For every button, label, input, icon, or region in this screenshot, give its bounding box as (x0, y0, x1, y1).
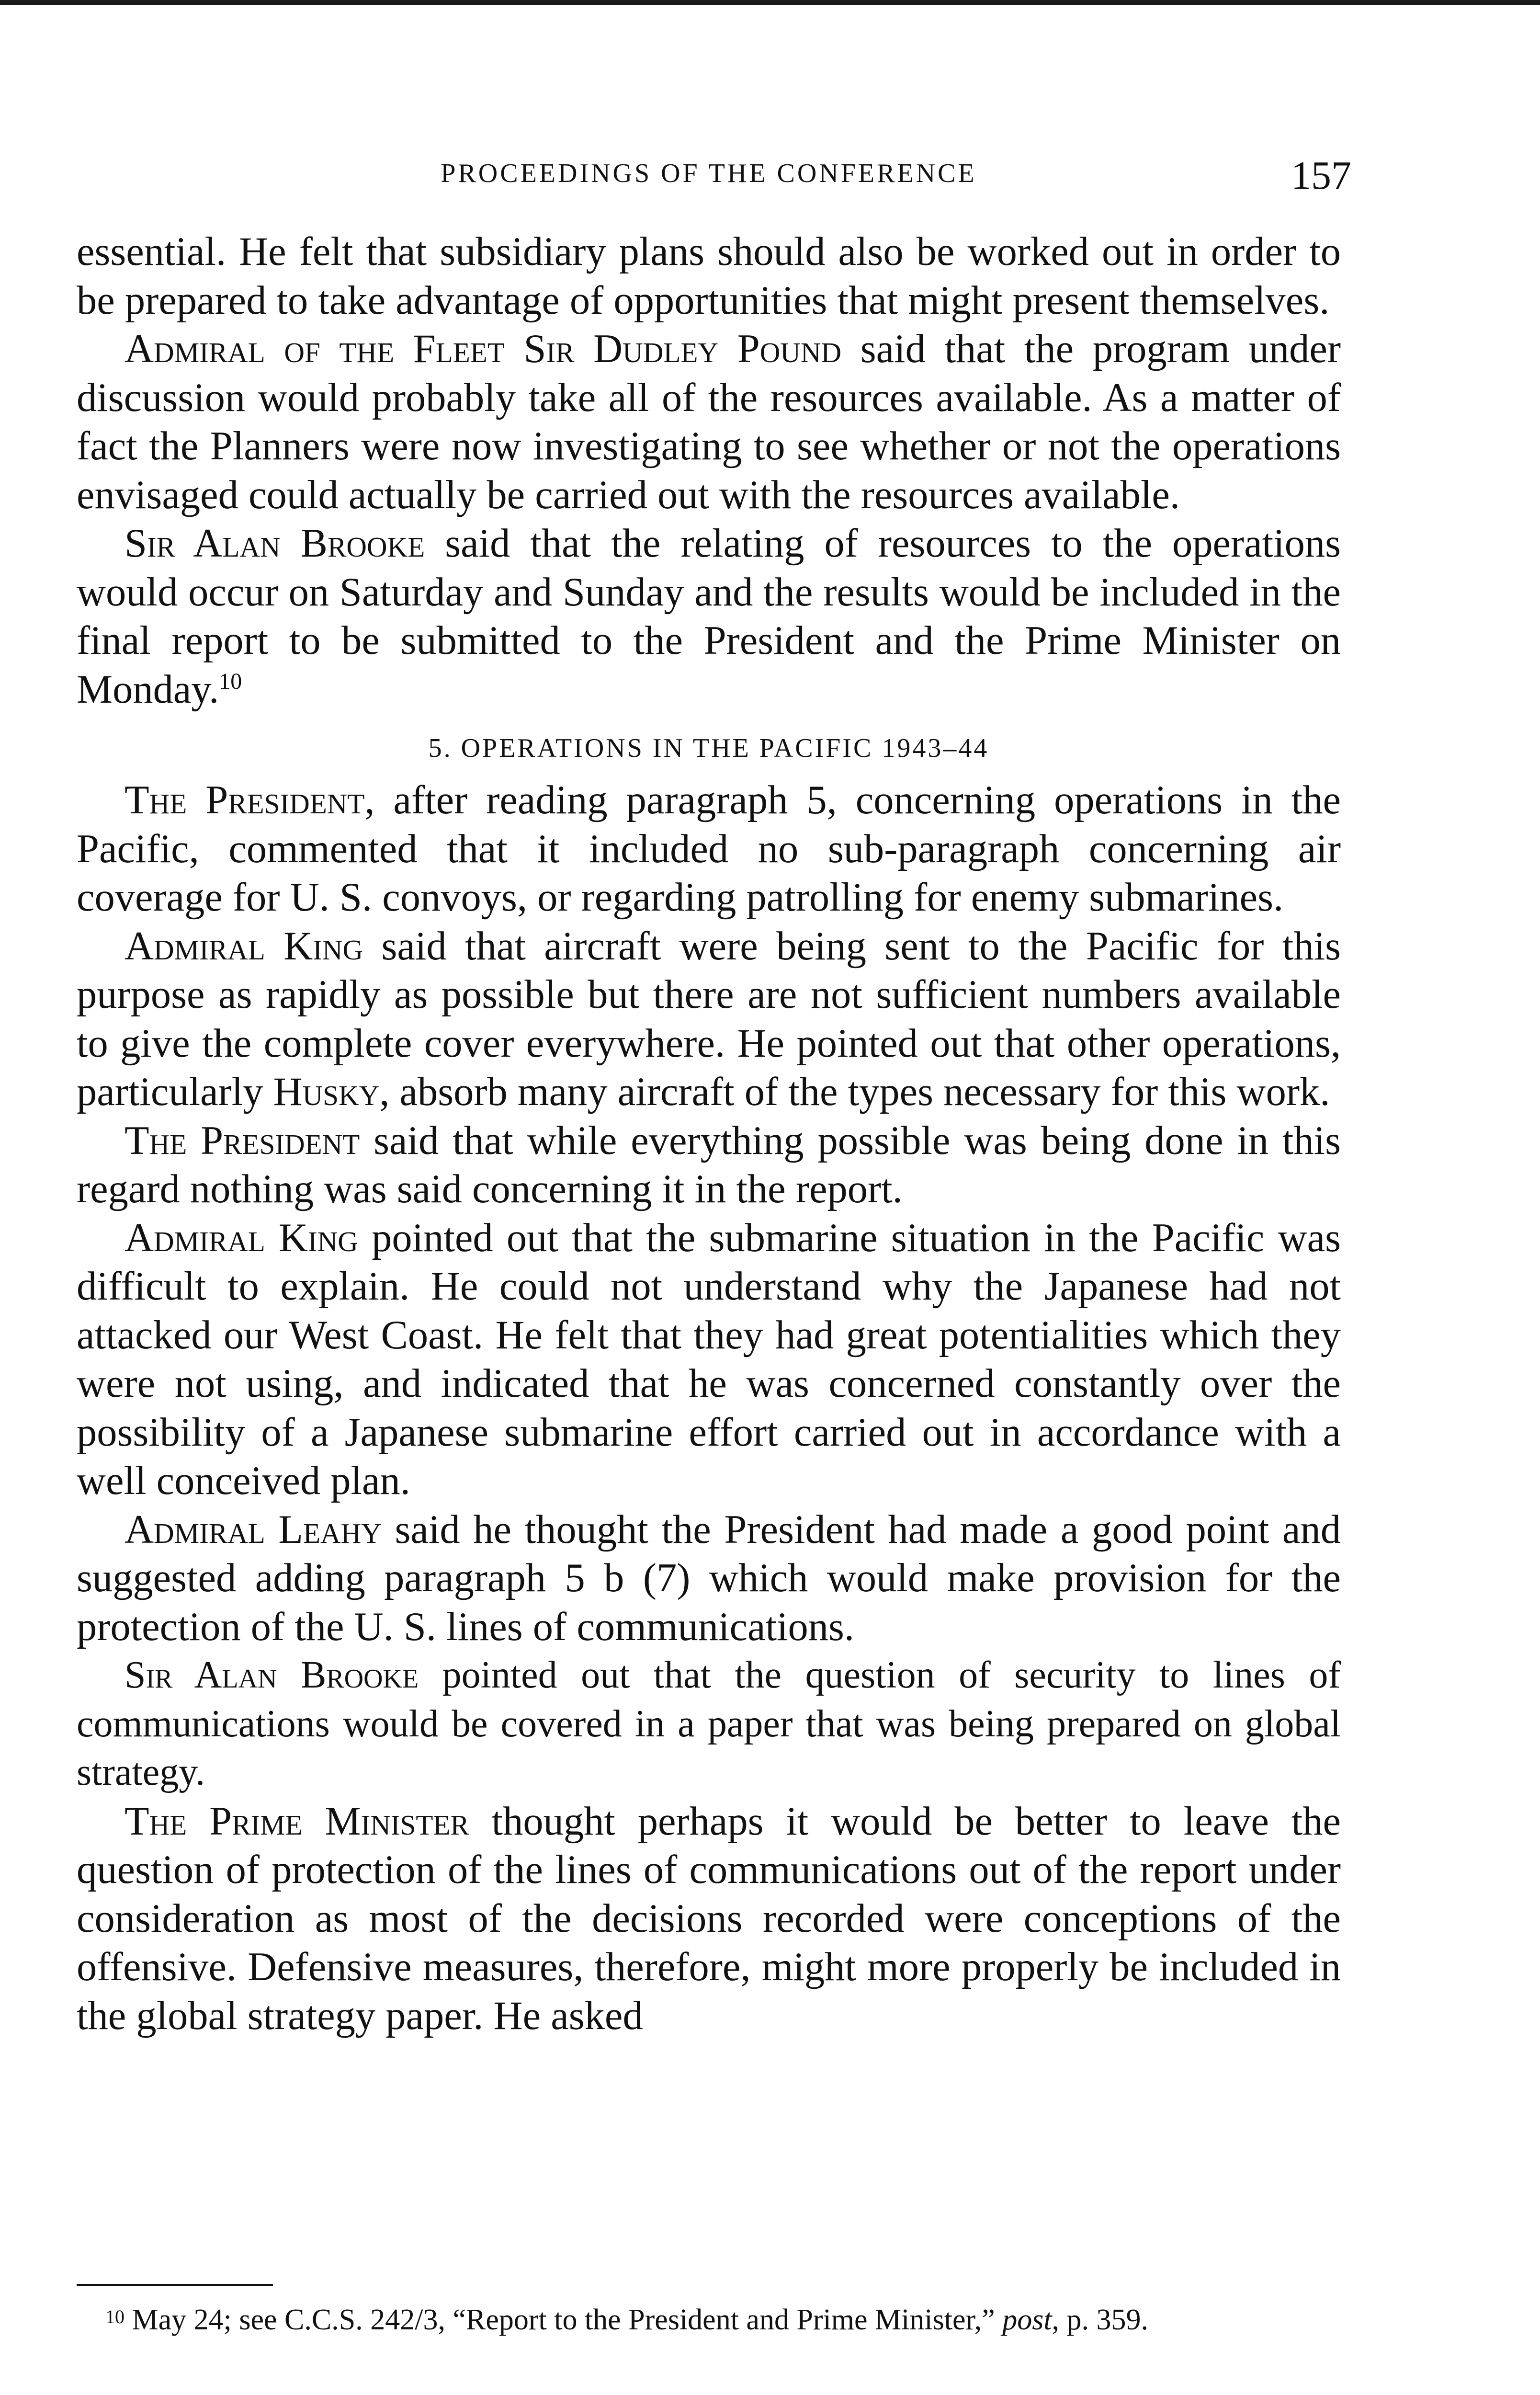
paragraph-text: said that the relating of resources to the operations would occur on Saturday and Sunday and the results would be included in the final report to be submitted to the President and the Prime Minister on Monday. (77, 521, 1341, 712)
paragraph-continuation (77, 228, 1341, 325)
speaker-name: Admiral Leahy (125, 1507, 382, 1552)
paragraph-president (77, 776, 1341, 922)
paragraph-text: said that the program under discussion would probably take all of the resources available. As a matter of fact the Planners were now investigating to see whether or not the operations envisaged could actually be carried out with the resources available. (77, 327, 1341, 517)
paragraph-king (77, 922, 1341, 1117)
speaker-name: Admiral King (125, 1215, 358, 1260)
paragraph-president (77, 1117, 1341, 1214)
page-body (77, 228, 1341, 2040)
footnote-mark: 10 (105, 2306, 125, 2327)
footnote-rule (77, 2284, 273, 2286)
footnote-text: , p. 359. (1052, 2304, 1149, 2336)
speaker-name: The Prime Minister (125, 1799, 469, 1844)
paragraph-text: essential. He felt that subsidiary plans should also be worked out in order to be prepared to take advantage of opportunities that might present themselves. (77, 229, 1341, 323)
speaker-name: Sir Alan Brooke (125, 521, 425, 566)
page-top-border (0, 0, 1540, 5)
speaker-name: Sir Alan Brooke (125, 1654, 419, 1696)
paragraph-text: said that aircraft were being sent to the Pacific for this purpose as rapidly as possible but there are not sufficient numbers available to give the complete cover everywhere. He pointed out that other operations, particularly (77, 924, 1341, 1114)
speaker-name: The President (125, 778, 365, 822)
speaker-name: Admiral King (125, 924, 363, 969)
paragraph-text: , absorb many aircraft of the types necessary for this work. (379, 1070, 1330, 1114)
paragraph-king (77, 1214, 1341, 1505)
paragraph-text: said he thought the President had made a good point and suggested adding paragraph 5 b (7) which would make provision for the protection of the U. S. lines of communications. (77, 1507, 1341, 1649)
footnote-reference: 10 (219, 668, 242, 694)
paragraph-leahy (77, 1505, 1341, 1652)
paragraph-text: pointed out that the question of security to lines of communications would be covered in a paper that was being prepared on global strategy. (77, 1654, 1341, 1793)
page-number: 157 (1291, 153, 1351, 198)
footnote-text: May 24; see C.C.S. 242/3, “Report to the President and Prime Minister,” (125, 2304, 1003, 2336)
paragraph-text: pointed out that the submarine situation in the Pacific was difficult to explain. He could not understand why the Japanese had not attacked our West Coast. He felt that they had great potentialities which they were not using, and indicated that he was concerned constantly over the possibility of a Japanese submarine effort carried out in accordance with a well conceived plan. (77, 1215, 1341, 1503)
running-title: PROCEEDINGS OF THE CONFERENCE (441, 159, 977, 188)
paragraph-text: thought perhaps it would be better to leave the question of protection of the lines of communications out of the report under consideration as most of the decisions recorded were conceptions of the offensive. Defensive measures, therefore, might more properly be included in the global strategy paper. He asked (77, 1799, 1341, 2038)
speaker-name: The President (125, 1118, 360, 1163)
paragraph-text: said that while everything possible was being done in this regard nothing was said concerning it in the report. (77, 1118, 1341, 1211)
paragraph-brooke (77, 1651, 1341, 1797)
paragraph-brooke (77, 519, 1341, 714)
running-header (77, 152, 1351, 205)
operation-codename: Husky (273, 1070, 380, 1114)
speaker-name: Admiral of the Fleet Sir Dudley Pound (125, 327, 842, 371)
footnote (77, 2302, 1341, 2338)
footnote-italic: post (1002, 2304, 1052, 2336)
paragraph-prime-minister (77, 1797, 1341, 2041)
section-heading: 5. OPERATIONS IN THE PACIFIC 1943–44 (428, 733, 989, 763)
paragraph-text: , after reading paragraph 5, concerning operations in the Pacific, commented that it included no sub-paragraph concerning air coverage for U. S. convoys, or regarding patrolling for enemy submarines. (77, 778, 1341, 920)
paragraph-pound (77, 325, 1341, 519)
